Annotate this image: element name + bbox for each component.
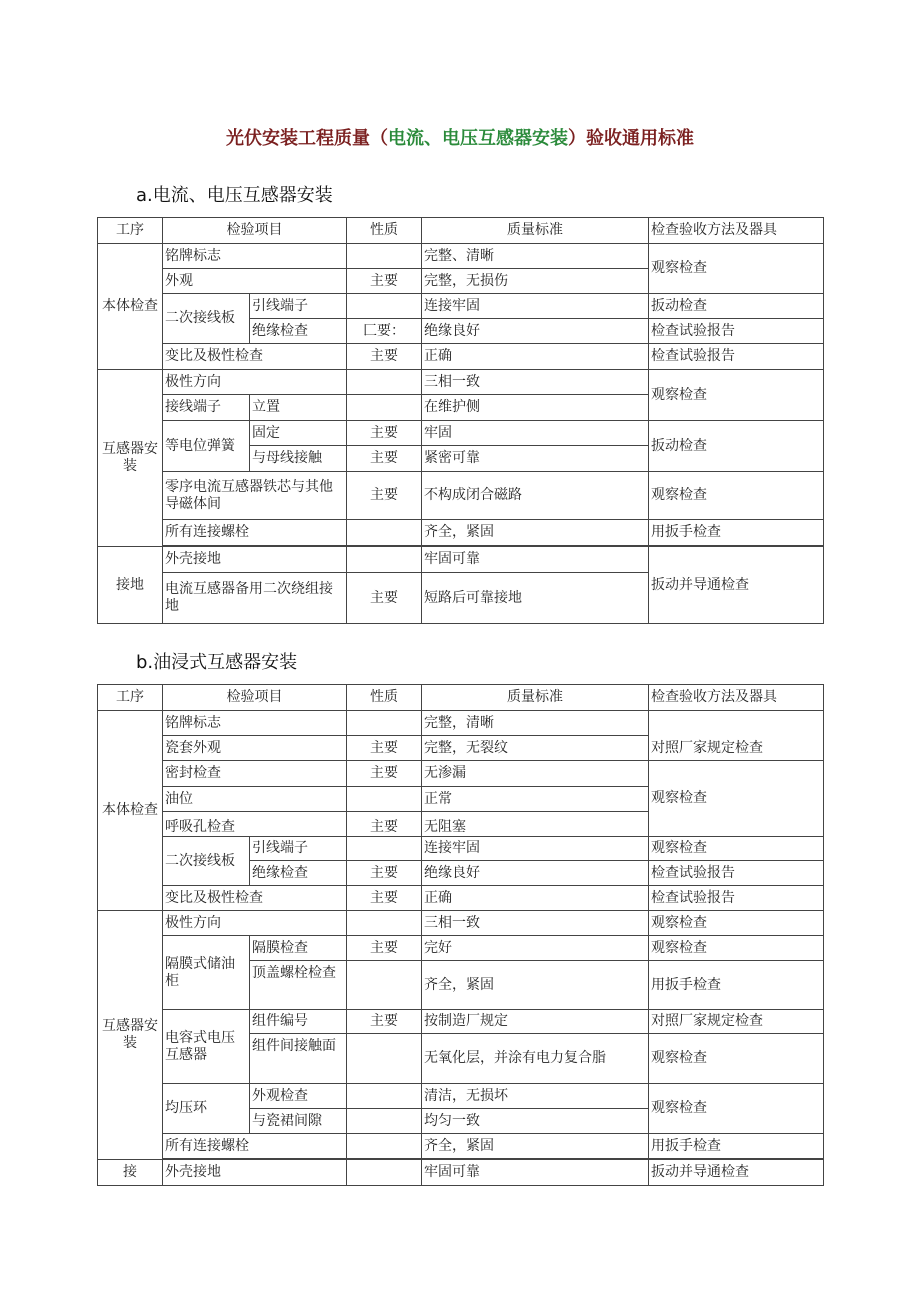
subitem-cell: 与母线接触 [250, 446, 347, 472]
table-row [98, 520, 824, 546]
nature-cell [347, 547, 422, 573]
standard-cell: 绝缘良好 [422, 861, 649, 886]
method-cell: 观察检查 [649, 472, 824, 520]
standard-cell: 牢固可靠 [422, 547, 649, 573]
nature-cell: 主要 [347, 344, 422, 370]
item-cell: 所有连接螺栓 [163, 1134, 347, 1159]
standard-cell: 齐全，紧固 [422, 520, 649, 546]
standard-cell: 三相一致 [422, 370, 649, 395]
item-cell: 零序电流互感器铁芯与其他导磁体间 [163, 472, 347, 520]
subitem-cell: 顶盖螺栓检查 [250, 961, 347, 1010]
nature-cell [347, 1109, 422, 1134]
title-part-3: ）验收通用标准 [568, 128, 694, 149]
table-a [97, 217, 824, 624]
table-row [98, 1084, 824, 1109]
header-process: 工序 [98, 218, 163, 244]
item-cell: 电流互感器备用二次绕组接地 [163, 573, 347, 624]
nature-cell [347, 1084, 422, 1109]
nature-cell [347, 1160, 422, 1186]
subitem-cell: 绝缘检查 [250, 861, 347, 886]
table-row [98, 218, 824, 244]
nature-cell: 主要 [347, 446, 422, 472]
group-cell: 本体检查 [98, 711, 163, 911]
title-part-1: 光伏安装工程质量（ [226, 128, 388, 149]
method-cell: 检查试验报告 [649, 344, 824, 370]
method-cell: 扳动检查 [649, 421, 824, 472]
header-standard: 质量标准 [422, 685, 649, 711]
item-cell: 电容式电压互感器 [163, 1010, 250, 1084]
item-cell: 隔膜式储油柜 [163, 936, 250, 1010]
subitem-cell: 与瓷裙间隙 [250, 1109, 347, 1134]
nature-cell: 主要 [347, 936, 422, 961]
standard-cell: 正确 [422, 886, 649, 911]
item-cell: 外观 [163, 269, 347, 294]
method-cell: 用扳手检查 [649, 520, 824, 546]
nature-cell [347, 370, 422, 395]
section-a-heading: a.电流、电压互感器安装 [136, 185, 333, 206]
group-cell: 接 [98, 1160, 163, 1186]
group-cell: 互感器安装 [98, 911, 163, 1160]
table-row [98, 886, 824, 911]
table-row [98, 837, 824, 861]
nature-cell [347, 911, 422, 936]
standard-cell: 完整，无损伤 [422, 269, 649, 294]
header-standard: 质量标准 [422, 218, 649, 244]
method-cell: 扳动并导通检查 [649, 1160, 824, 1186]
subitem-cell: 外观检查 [250, 1084, 347, 1109]
item-cell: 均压环 [163, 1084, 250, 1134]
method-cell: 扳动检查 [649, 294, 824, 319]
item-cell: 变比及极性检查 [163, 886, 347, 911]
standard-cell: 紧密可靠 [422, 446, 649, 472]
table-row [98, 685, 824, 711]
table-row [98, 370, 824, 395]
standard-cell: 正常 [422, 787, 649, 812]
nature-cell: 主要 [347, 736, 422, 761]
item-cell: 瓷套外观 [163, 736, 347, 761]
table-row [98, 936, 824, 961]
header-item: 检验项目 [163, 685, 347, 711]
header-nature: 性质 [347, 218, 422, 244]
group-cell: 本体检查 [98, 244, 163, 370]
method-cell: 检查试验报告 [649, 886, 824, 911]
nature-cell [347, 520, 422, 546]
item-cell: 外壳接地 [163, 1160, 347, 1186]
method-cell: 观察检查 [649, 370, 824, 421]
page-title [0, 124, 920, 150]
item-cell: 呼吸孔检查 [163, 812, 347, 837]
standard-cell: 齐全，紧固 [422, 1134, 649, 1159]
method-cell: 对照厂家规定检查 [649, 711, 824, 761]
nature-cell: 主要 [347, 761, 422, 787]
nature-cell: 主要 [347, 886, 422, 911]
nature-cell [347, 1134, 422, 1159]
subitem-cell: 组件编号 [250, 1010, 347, 1034]
nature-cell [347, 787, 422, 812]
subitem-cell: 引线端子 [250, 294, 347, 319]
table-row [98, 761, 824, 787]
standard-cell: 牢固可靠 [422, 1160, 649, 1186]
standard-cell: 牢固 [422, 421, 649, 446]
nature-cell [347, 711, 422, 736]
method-cell: 观察检查 [649, 761, 824, 837]
nature-cell [347, 395, 422, 421]
method-cell: 用扳手检查 [649, 961, 824, 1010]
item-cell: 外壳接地 [163, 547, 347, 573]
title-part-2: 电流、电压互感器安装 [388, 128, 568, 149]
method-cell: 观察检查 [649, 244, 824, 294]
table-row [98, 911, 824, 936]
method-cell: 观察检查 [649, 1084, 824, 1134]
method-cell: 用扳手检查 [649, 1134, 824, 1159]
nature-cell: 主要 [347, 861, 422, 886]
header-nature: 性质 [347, 685, 422, 711]
item-cell: 极性方向 [163, 370, 347, 395]
table-row [98, 421, 824, 446]
nature-cell: 主要 [347, 573, 422, 624]
item-cell: 所有连接螺栓 [163, 520, 347, 546]
subitem-cell: 隔膜检查 [250, 936, 347, 961]
item-cell: 密封检查 [163, 761, 347, 787]
table-row [98, 1160, 824, 1186]
table-b [97, 684, 824, 1186]
subitem-cell: 固定 [250, 421, 347, 446]
method-cell: 对照厂家规定检查 [649, 1010, 824, 1034]
header-item: 检验项目 [163, 218, 347, 244]
standard-cell: 无渗漏 [422, 761, 649, 787]
section-b-heading: b.油浸式互感器安装 [136, 652, 298, 673]
method-cell: 扳动并导通检查 [649, 547, 824, 624]
nature-cell: 主要 [347, 269, 422, 294]
nature-cell [347, 837, 422, 861]
nature-cell [347, 1034, 422, 1084]
item-cell: 变比及极性检查 [163, 344, 347, 370]
table-row [98, 344, 824, 370]
standard-cell: 无氧化层，并涂有电力复合脂 [422, 1034, 649, 1084]
item-cell: 接线端子 [163, 395, 250, 421]
nature-cell: 主要 [347, 472, 422, 520]
standard-cell: 三相一致 [422, 911, 649, 936]
nature-cell: 主要 [347, 421, 422, 446]
standard-cell: 按制造厂规定 [422, 1010, 649, 1034]
standard-cell: 正确 [422, 344, 649, 370]
subitem-cell: 立置 [250, 395, 347, 421]
item-cell: 二次接线板 [163, 294, 250, 344]
method-cell: 观察检查 [649, 911, 824, 936]
nature-cell: 匚要： [347, 319, 422, 344]
table-row [98, 711, 824, 736]
item-cell: 极性方向 [163, 911, 347, 936]
standard-cell: 完整、清晰 [422, 244, 649, 269]
table-row [98, 547, 824, 573]
standard-cell: 完好 [422, 936, 649, 961]
method-cell: 观察检查 [649, 936, 824, 961]
standard-cell: 短路后可靠接地 [422, 573, 649, 624]
standard-cell: 均匀一致 [422, 1109, 649, 1134]
standard-cell: 绝缘良好 [422, 319, 649, 344]
nature-cell: 主要 [347, 812, 422, 837]
nature-cell [347, 961, 422, 1010]
standard-cell: 完整，清晰 [422, 711, 649, 736]
item-cell: 铭牌标志 [163, 244, 347, 269]
table-row [98, 244, 824, 269]
standard-cell: 在维护侧 [422, 395, 649, 421]
subitem-cell: 引线端子 [250, 837, 347, 861]
method-cell: 观察检查 [649, 837, 824, 861]
table-row [98, 1134, 824, 1159]
table-row [98, 472, 824, 520]
item-cell: 油位 [163, 787, 347, 812]
header-process: 工序 [98, 685, 163, 711]
standard-cell: 完整，无裂纹 [422, 736, 649, 761]
method-cell: 检查试验报告 [649, 319, 824, 344]
table-row [98, 1010, 824, 1034]
standard-cell: 清洁，无损坏 [422, 1084, 649, 1109]
item-cell: 铭牌标志 [163, 711, 347, 736]
standard-cell: 不构成闭合磁路 [422, 472, 649, 520]
item-cell: 等电位弹簧 [163, 421, 250, 472]
method-cell: 检查试验报告 [649, 861, 824, 886]
nature-cell: 主要 [347, 1010, 422, 1034]
group-cell: 接地 [98, 547, 163, 624]
item-cell: 二次接线板 [163, 837, 250, 886]
standard-cell: 齐全，紧固 [422, 961, 649, 1010]
standard-cell: 连接牢固 [422, 837, 649, 861]
standard-cell: 无阻塞 [422, 812, 649, 837]
header-method: 检查验收方法及器具 [649, 685, 824, 711]
header-method: 检查验收方法及器具 [649, 218, 824, 244]
nature-cell [347, 244, 422, 269]
nature-cell [347, 294, 422, 319]
group-cell: 互感器安装 [98, 370, 163, 547]
table-row [98, 294, 824, 319]
subitem-cell: 绝缘检查 [250, 319, 347, 344]
subitem-cell: 组件间接触面 [250, 1034, 347, 1084]
standard-cell: 连接牢固 [422, 294, 649, 319]
method-cell: 观察检查 [649, 1034, 824, 1084]
